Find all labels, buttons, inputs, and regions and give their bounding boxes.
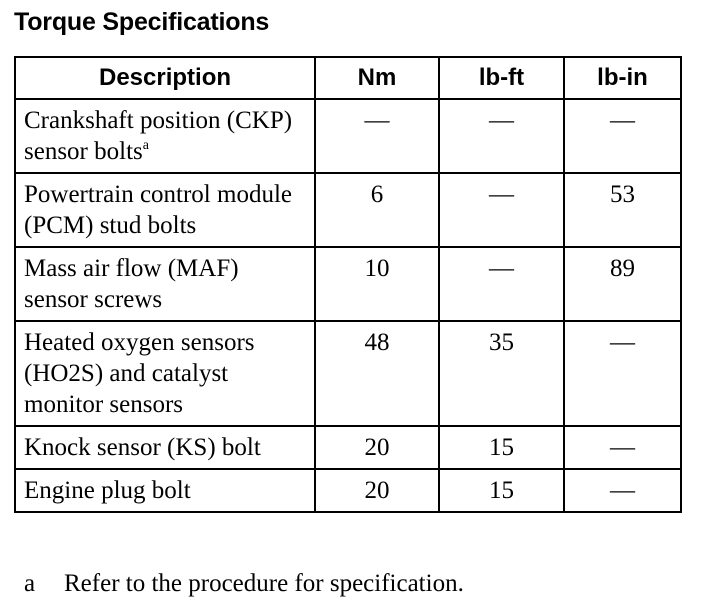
table-row xyxy=(15,247,681,321)
torque-spec-table xyxy=(14,56,682,513)
row-description: Heated oxygen sensors (HO2S) and catalyst monitor sensors xyxy=(15,321,315,426)
row-nm: 20 xyxy=(315,469,439,512)
row-nm: 48 xyxy=(315,321,439,426)
row-lb-ft: — xyxy=(439,173,564,247)
row-description: Powertrain control module (PCM) stud bolts xyxy=(15,173,315,247)
row-lb-ft: — xyxy=(439,99,564,173)
page-title: Torque Specifications xyxy=(14,8,270,36)
row-nm: — xyxy=(315,99,439,173)
table-row xyxy=(15,173,681,247)
row-lb-ft: — xyxy=(439,247,564,321)
row-lb-in: — xyxy=(564,321,681,426)
row-description: Knock sensor (KS) bolt xyxy=(15,426,315,469)
footnote xyxy=(24,570,464,598)
row-lb-in: 53 xyxy=(564,173,681,247)
row-lb-ft: 35 xyxy=(439,321,564,426)
row-lb-in: 89 xyxy=(564,247,681,321)
row-lb-ft: 15 xyxy=(439,469,564,512)
footnote-letter: a xyxy=(24,570,36,597)
row-nm: 6 xyxy=(315,173,439,247)
header-nm: Nm xyxy=(315,57,439,99)
row-lb-in: — xyxy=(564,469,681,512)
row-lb-ft: 15 xyxy=(439,426,564,469)
table-row xyxy=(15,321,681,426)
row-description: Mass air flow (MAF) sensor screws xyxy=(15,247,315,321)
table-row xyxy=(15,99,681,173)
row-nm: 20 xyxy=(315,426,439,469)
row-description: Crankshaft position (CKP) sensor bolts$^a$ xyxy=(15,99,315,173)
footnote-marker: a xyxy=(142,138,149,153)
table-row xyxy=(15,426,681,469)
row-nm: 10 xyxy=(315,247,439,321)
header-lb-in: lb-in xyxy=(564,57,681,99)
header-description: Description xyxy=(15,57,315,99)
table-row xyxy=(15,469,681,512)
row-description: Engine plug bolt xyxy=(15,469,315,512)
row-lb-in: — xyxy=(564,426,681,469)
footnote-text: Refer to the procedure for specification. xyxy=(64,570,464,597)
table-header-row xyxy=(15,57,681,99)
header-lb-ft: lb-ft xyxy=(439,57,564,99)
row-lb-in: — xyxy=(564,99,681,173)
